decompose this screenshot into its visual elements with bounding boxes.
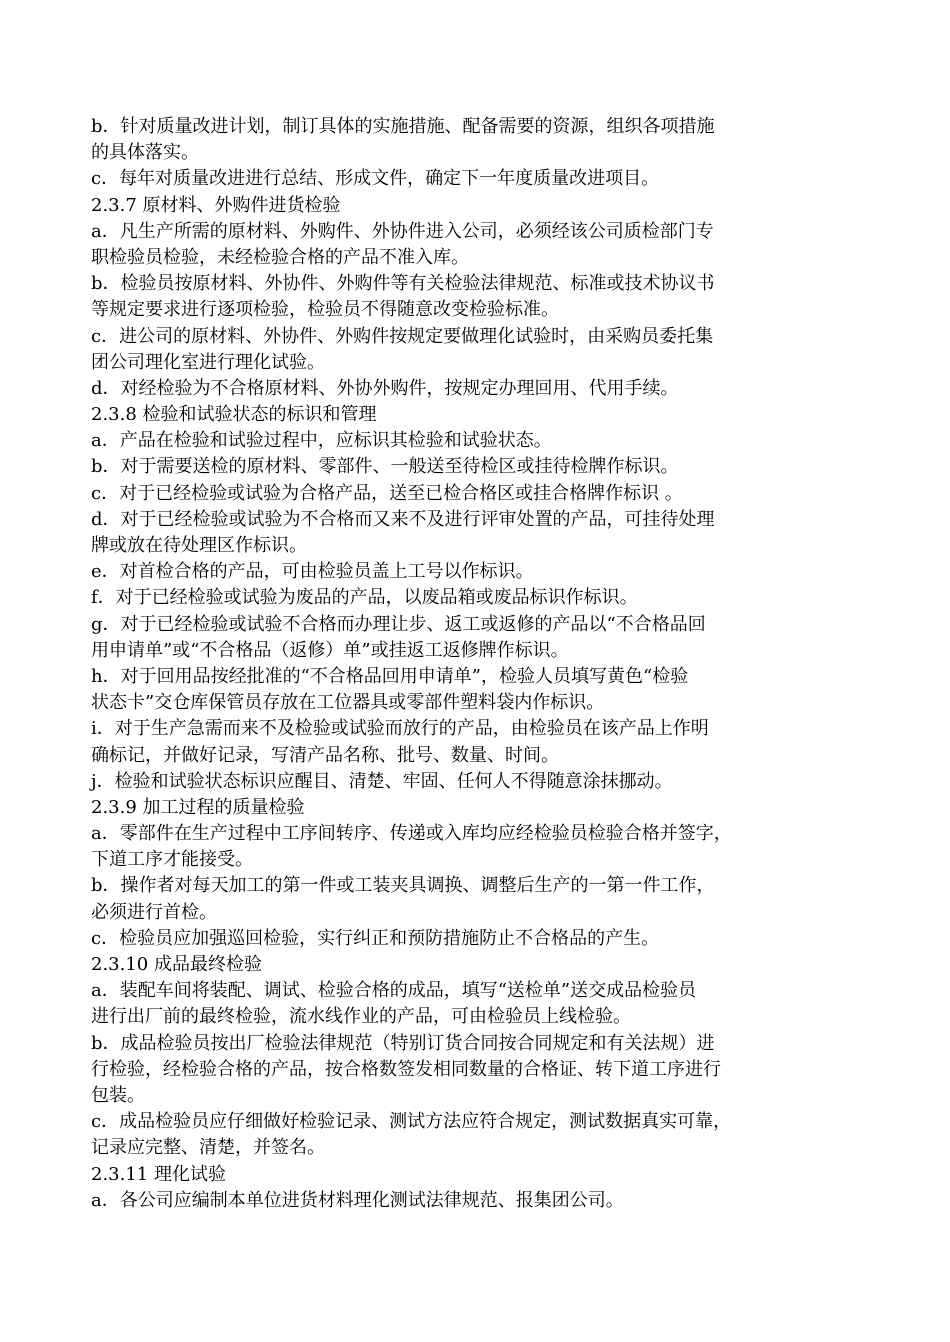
text-line: b．成品检验员按出厂检验法律规范（特别订货合同按合同规定和有关法规）进: [91, 1032, 715, 1054]
text-line: c．对于已经检验或试验为合格产品，送至已检合格区或挂合格牌作标识 。: [91, 482, 683, 504]
text-line: c．成品检验员应仔细做好检验记录、测试方法应符合规定，测试数据真实可靠，: [91, 1111, 732, 1133]
text-line: a．产品在检验和试验过程中，应标识其检验和试验状态。: [91, 430, 552, 452]
text-line: c．每年对质量改进进行总结、形成文件，确定下一年度质量改进项目。: [91, 168, 660, 190]
section-heading: 2.3.11 理化试验: [91, 1163, 226, 1185]
text-line: 包装。: [91, 1084, 145, 1106]
text-line: 行检验，经检验合格的产品，按合格数签发相同数量的合格证、转下道工序进行: [91, 1058, 721, 1080]
text-line: b．检验员按原材料、外协件、外购件等有关检验法律规范、标准或技术协议书: [91, 273, 715, 295]
text-line: 等规定要求进行逐项检验，检验员不得随意改变检验标准。: [91, 299, 559, 321]
text-line: 职检验员检验，未经检验合格的产品不准入库。: [91, 246, 469, 268]
text-line: b．针对质量改进计划，制订具体的实施措施、配备需要的资源，组织各项措施: [91, 116, 715, 137]
text-line: a．零部件在生产过程中工序间转序、传递或入库均应经检验员检验合格并签字，: [91, 823, 732, 845]
text-line: 状态卡”交仓库保管员存放在工位器具或零部件塑料袋内作标识。: [91, 692, 605, 714]
section-heading: 2.3.10 成品最终检验: [91, 954, 262, 975]
text-line: d．对于已经检验或试验为不合格而又来不及进行评审处置的产品，可挂待处理: [91, 508, 715, 530]
text-line: b．对于需要送检的原材料、零部件、一般送至待检区或挂待检牌作标识。: [91, 456, 679, 478]
text-line: 团公司理化室进行理化试验。: [91, 351, 325, 373]
text-line: j．检验和试验状态标识应醒目、清楚、牢固、任何人不得随意涂抹挪动。: [91, 770, 673, 792]
document-page: [91, 114, 866, 1214]
text-line: b．操作者对每天加工的第一件或工装夹具调换、调整后生产的一第一件工作，: [91, 875, 715, 897]
text-line: 进行出厂前的最终检验，流水线作业的产品，可由检验员上线检验。: [91, 1006, 631, 1028]
text-line: e．对首检合格的产品，可由检验员盖上工号以作标识。: [91, 561, 534, 583]
text-line: 的具体落实。: [91, 142, 199, 164]
text-line: c．进公司的原材料、外协件、外购件按规定要做理化试验时，由采购员委托集: [91, 325, 714, 347]
text-line: a．凡生产所需的原材料、外购件、外协件进入公司，必须经该公司质检部门专: [91, 220, 714, 242]
text-line: a．各公司应编制本单位进货材料理化测试法律规范、报集团公司。: [91, 1189, 624, 1211]
section-heading: 2.3.9 加工过程的质量检验: [91, 796, 305, 818]
section-heading: 2.3.7 原材料、外购件进货检验: [91, 194, 341, 216]
text-line: c．检验员应加强巡回检验，实行纠正和预防措施防止不合格品的产生。: [91, 927, 660, 949]
text-line: 必须进行首检。: [91, 901, 217, 923]
text-line: i．对于生产急需而来不及检验或试验而放行的产品，由检验员在该产品上作明: [91, 718, 709, 740]
text-line: d．对经检验为不合格原材料、外协外购件，按规定办理回用、代用手续。: [91, 377, 679, 399]
section-heading: 2.3.8 检验和试验状态的标识和管理: [91, 404, 377, 426]
text-line: g．对于已经检验或试验不合格而办理让步、返工或返修的产品以“不合格品回: [91, 613, 706, 635]
text-line: 下道工序才能接受。: [91, 849, 253, 871]
text-line: 记录应完整、清楚，并签名。: [91, 1137, 325, 1159]
text-line: 用申请单”或“不合格品（返修）单”或挂返工返修牌作标识。: [91, 639, 569, 661]
text-line: 牌或放在待处理区作标识。: [91, 535, 307, 556]
text-line: h．对于回用品按经批准的“不合格品回用申请单”，检验人员填写黄色“检验: [91, 665, 689, 687]
text-line: f．对于已经检验或试验为废品的产品，以废品箱或废品标识作标识。: [91, 587, 638, 609]
text-line: a．装配车间将装配、调试、检验合格的成品，填写“送检单”送交成品检验员: [91, 980, 697, 1002]
text-line: 确标记，并做好记录，写清产品名称、批号、数量、时间。: [91, 744, 559, 766]
